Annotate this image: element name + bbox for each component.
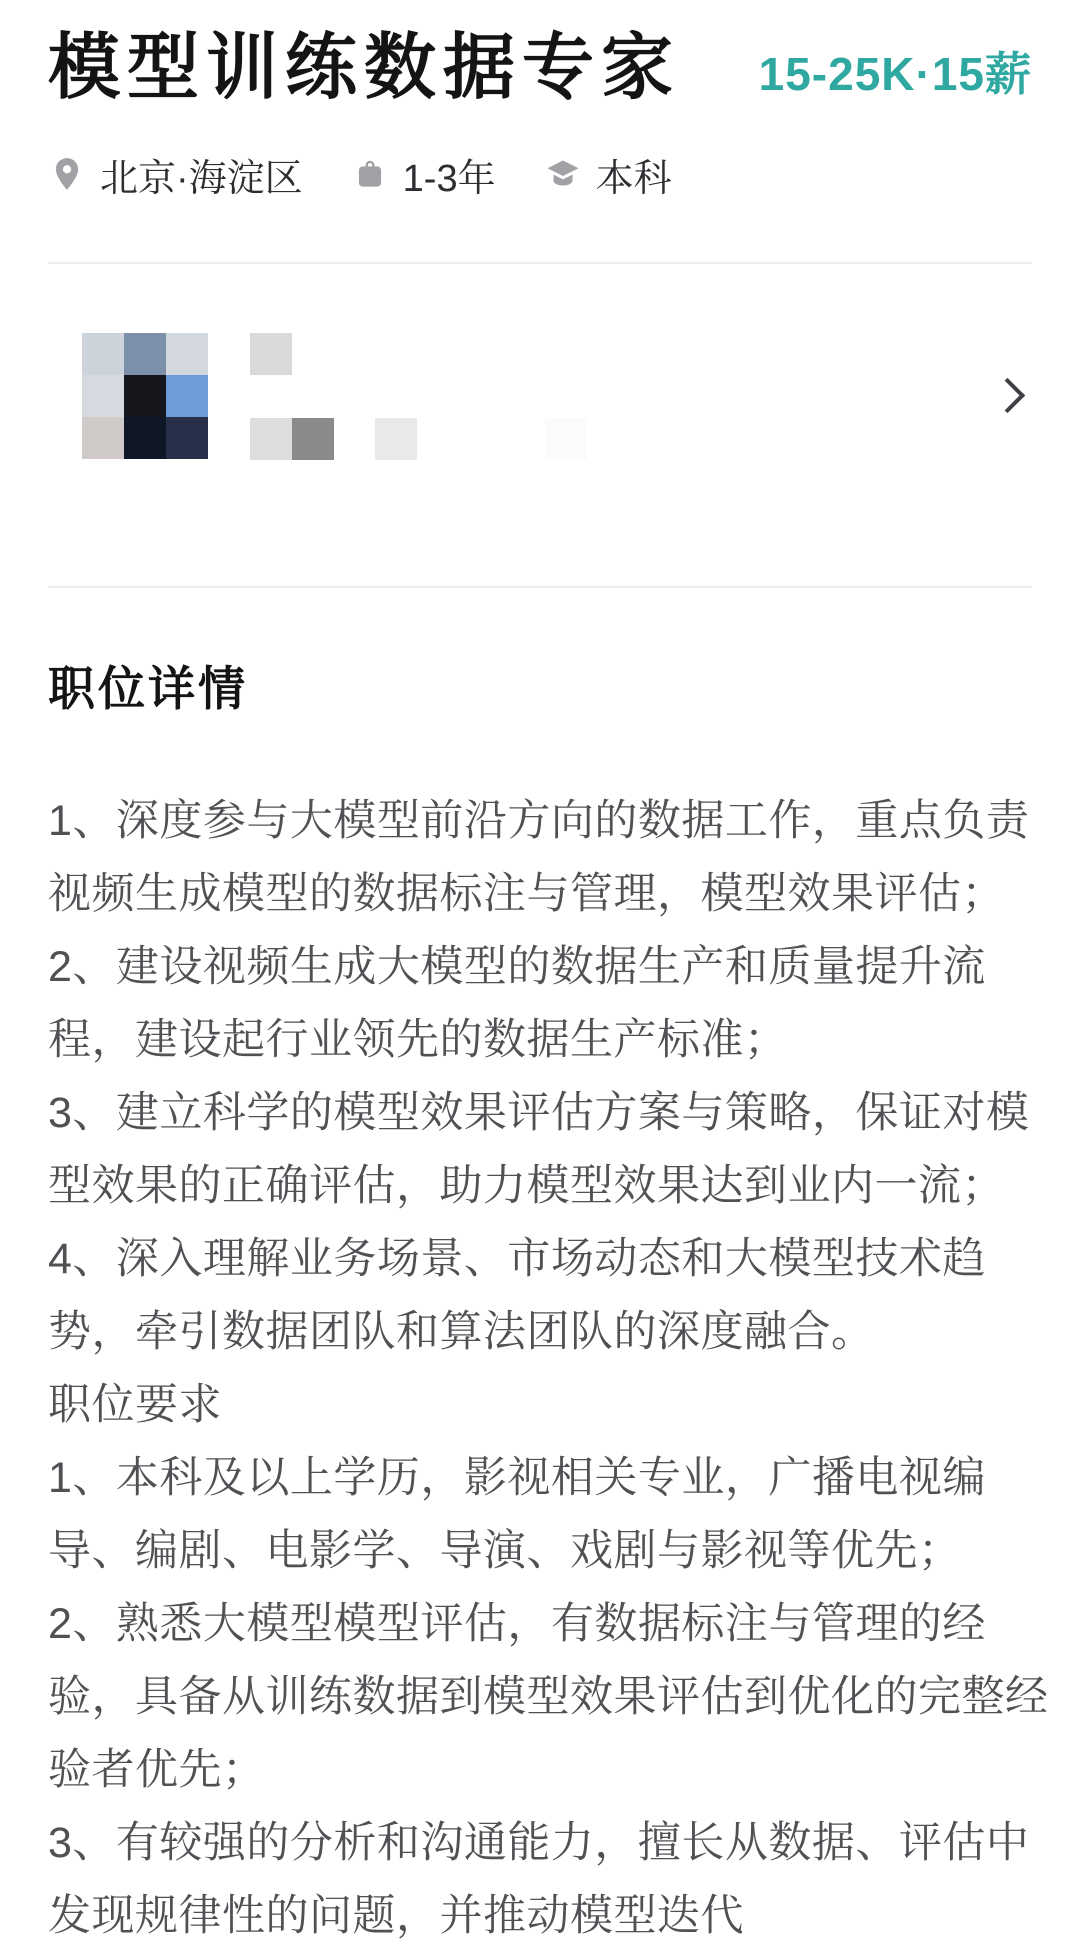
mosaic-cell <box>250 333 292 375</box>
mosaic-cell <box>250 418 292 460</box>
company-row[interactable] <box>48 333 1032 459</box>
job-title: 模型训练数据专家 <box>48 28 681 108</box>
mosaic-cell <box>166 417 208 459</box>
mosaic-cell <box>124 375 166 417</box>
job-desc-line: 3、有较强的分析和沟通能力，擅长从数据、评估中 <box>48 1818 1030 1867</box>
mosaic-cell <box>82 375 124 417</box>
graduation-cap-icon <box>544 155 582 193</box>
job-desc-line: 验者优先； <box>48 1745 266 1794</box>
mosaic-cell <box>124 333 166 375</box>
job-desc-line: 程，建设起行业领先的数据生产标准； <box>48 1015 788 1064</box>
briefcase-icon <box>351 155 389 193</box>
mosaic-cell <box>82 417 124 459</box>
location-pin-icon <box>48 155 86 193</box>
job-desc-line: 职位要求 <box>48 1380 222 1429</box>
mosaic-cell <box>82 333 124 375</box>
section-heading-job-details: 职位详情 <box>48 661 248 715</box>
meta-education <box>544 147 672 202</box>
job-header <box>48 26 1032 111</box>
job-description <box>48 785 1049 1953</box>
mosaic-cell <box>166 375 208 417</box>
meta-experience <box>351 147 496 202</box>
job-desc-line: 验，具备从训练数据到模型效果评估到优化的完整经 <box>48 1672 1049 1721</box>
job-desc-line: 1、深度参与大模型前沿方向的数据工作，重点负责 <box>48 796 1030 845</box>
mosaic-cell <box>124 417 166 459</box>
job-desc-line: 3、建立科学的模型效果评估方案与策略，保证对模 <box>48 1088 1030 1137</box>
mosaic-cell <box>375 418 417 460</box>
job-desc-line: 4、深入理解业务场景、市场动态和大模型技术趋 <box>48 1234 986 1283</box>
chevron-right-icon[interactable] <box>990 378 1025 413</box>
meta-location <box>48 147 303 202</box>
mosaic-cell <box>166 333 208 375</box>
divider-section <box>48 586 1032 588</box>
mosaic-cell <box>292 418 334 460</box>
job-desc-line: 导、编剧、电影学、导演、戏剧与影视等优先； <box>48 1526 962 1575</box>
job-desc-line: 1、本科及以上学历，影视相关专业，广播电视编 <box>48 1453 986 1502</box>
job-desc-line: 2、熟悉大模型模型评估，有数据标注与管理的经 <box>48 1599 986 1648</box>
job-desc-line: 视频生成模型的数据标注与管理，模型效果评估； <box>48 869 1005 918</box>
meta-experience-label: 1-3年 <box>402 157 496 200</box>
job-desc-line-partial: 发现规律性的问题，并推动模型迭代 <box>48 1891 744 1940</box>
mosaic-cell <box>545 418 587 460</box>
divider-top <box>48 262 1032 264</box>
meta-education-label: 本科 <box>595 157 672 200</box>
job-desc-line: 型效果的正确评估，助力模型效果达到业内一流； <box>48 1161 1005 1210</box>
company-logo-blurred <box>48 333 638 459</box>
job-desc-line: 2、建设视频生成大模型的数据生产和质量提升流 <box>48 942 986 991</box>
salary-text: 15-25K·15薪 <box>758 48 1032 101</box>
meta-location-label: 北京·海淀区 <box>100 157 303 200</box>
job-desc-line: 势，牵引数据团队和算法团队的深度融合。 <box>48 1307 875 1356</box>
job-meta-row <box>48 147 1032 202</box>
job-detail-page <box>0 26 1080 1953</box>
